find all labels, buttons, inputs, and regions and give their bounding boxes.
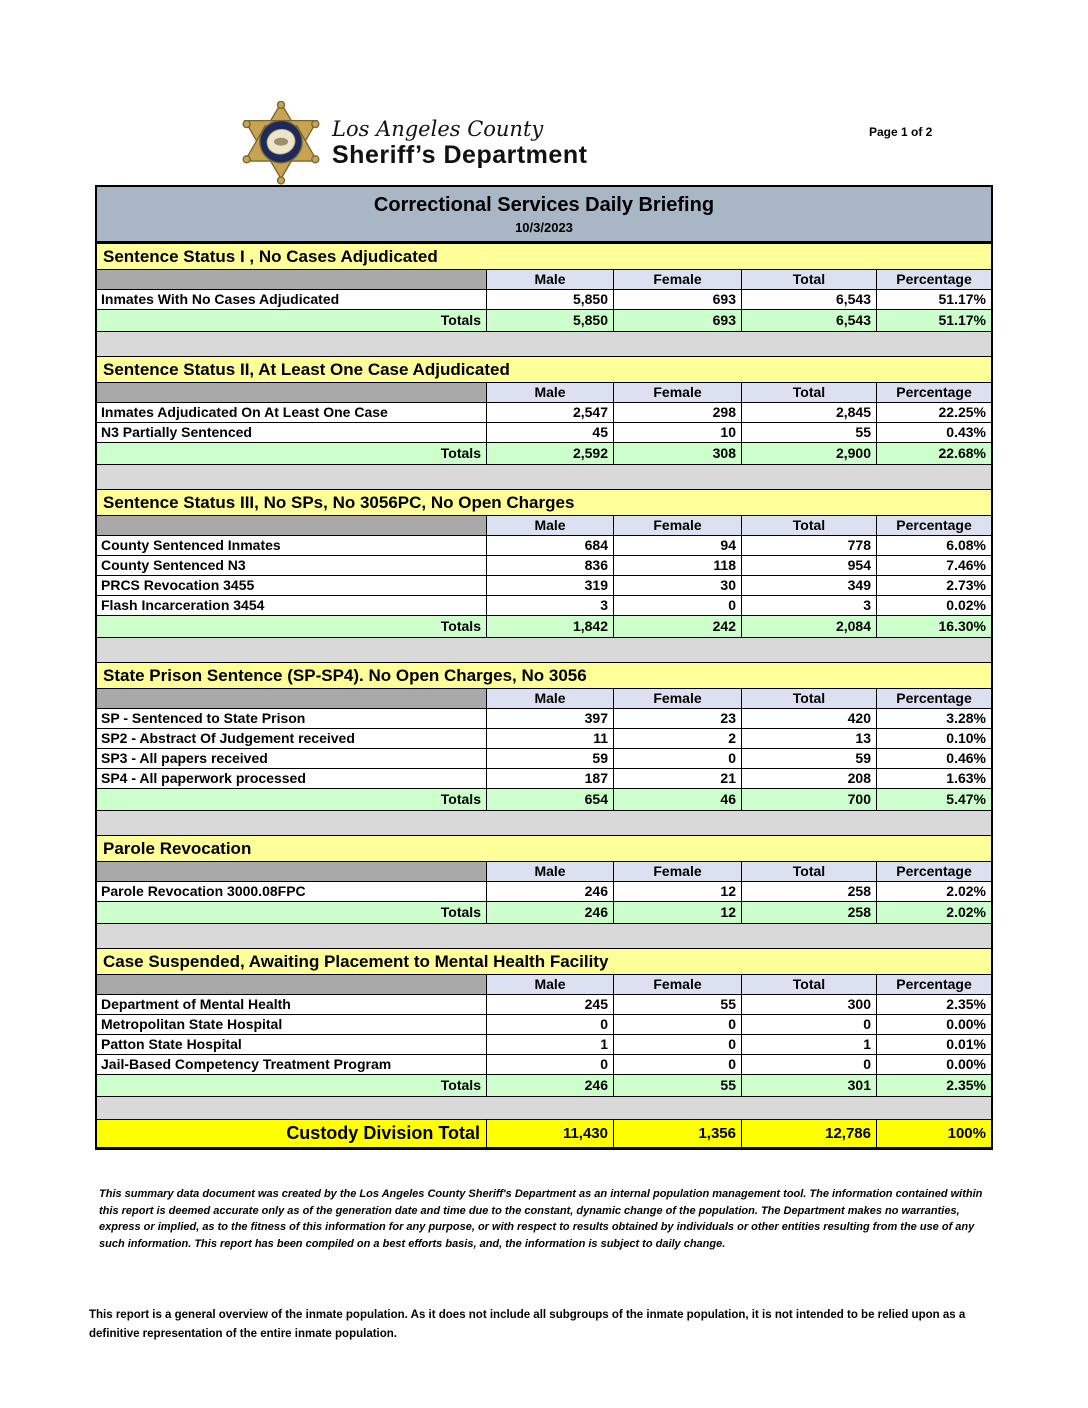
column-header-total: Total	[742, 383, 877, 403]
logo-department-text: Sheriff’s Department	[332, 141, 588, 170]
cell-total: 6,543	[742, 290, 877, 310]
column-header-total: Total	[742, 516, 877, 536]
totals-male: 246	[487, 902, 614, 924]
totals-percentage: 16.30%	[877, 616, 991, 638]
totals-row	[97, 616, 991, 638]
cell-percentage: 0.46%	[877, 749, 991, 769]
corner-cell	[97, 270, 487, 290]
cell-male: 684	[487, 536, 614, 556]
cell-percentage: 0.01%	[877, 1035, 991, 1055]
section-spacer	[97, 465, 991, 489]
column-header-male: Male	[487, 862, 614, 882]
cell-female: 0	[614, 1015, 742, 1035]
column-header-percentage: Percentage	[877, 689, 991, 709]
table-row	[97, 1015, 991, 1035]
cell-female: 55	[614, 995, 742, 1015]
grand-total-label: Custody Division Total	[97, 1120, 487, 1148]
totals-label: Totals	[97, 789, 487, 811]
totals-percentage: 51.17%	[877, 310, 991, 332]
row-label: N3 Partially Sentenced	[97, 423, 487, 443]
section-spacer	[97, 638, 991, 662]
report-section	[97, 243, 991, 356]
column-header-total: Total	[742, 270, 877, 290]
column-header-percentage: Percentage	[877, 270, 991, 290]
cell-total: 954	[742, 556, 877, 576]
cell-female: 2	[614, 729, 742, 749]
totals-male: 5,850	[487, 310, 614, 332]
cell-percentage: 2.02%	[877, 882, 991, 902]
cell-total: 2,845	[742, 403, 877, 423]
totals-total: 301	[742, 1075, 877, 1097]
custody-division-total-row	[97, 1119, 991, 1148]
column-header-row	[97, 862, 991, 882]
section-title: Sentence Status I , No Cases Adjudicated	[97, 243, 991, 270]
disclaimer-text: This summary data document was created by the Los Angeles County Sheriff's Department as an internal population management tool. The information contained within this report is deemed accurate only as of the generation date and time due to the constant, dynamic change of the population. The Department makes no warranties, express or implied, as to the fitness of this information for any purpose, or with respect to results obtained by individuals or other entities resulting from the use of any such information. This report has been compiled on a best efforts basis, and, the information is subject to daily change.	[99, 1188, 983, 1250]
totals-female: 46	[614, 789, 742, 811]
grand-total-male: 11,430	[487, 1120, 614, 1148]
table-row	[97, 403, 991, 423]
column-header-male: Male	[487, 516, 614, 536]
column-header-row	[97, 516, 991, 536]
cell-percentage: 6.08%	[877, 536, 991, 556]
row-label: Inmates With No Cases Adjudicated	[97, 290, 487, 310]
cell-percentage: 0.10%	[877, 729, 991, 749]
table-row	[97, 749, 991, 769]
cell-male: 2,547	[487, 403, 614, 423]
column-header-percentage: Percentage	[877, 862, 991, 882]
report-title: Correctional Services Daily Briefing	[373, 194, 715, 216]
table-row	[97, 596, 991, 616]
cell-total: 0	[742, 1055, 877, 1075]
totals-percentage: 2.35%	[877, 1075, 991, 1097]
column-header-total: Total	[742, 689, 877, 709]
cell-percentage: 3.28%	[877, 709, 991, 729]
table-row	[97, 1055, 991, 1075]
row-label: Patton State Hospital	[97, 1035, 487, 1055]
cell-total: 13	[742, 729, 877, 749]
totals-percentage: 5.47%	[877, 789, 991, 811]
cell-male: 836	[487, 556, 614, 576]
column-header-male: Male	[487, 383, 614, 403]
cell-male: 397	[487, 709, 614, 729]
sections-container	[97, 243, 991, 1119]
cell-male: 11	[487, 729, 614, 749]
cell-total: 778	[742, 536, 877, 556]
cell-male: 45	[487, 423, 614, 443]
column-header-row	[97, 975, 991, 995]
totals-male: 654	[487, 789, 614, 811]
totals-male: 1,842	[487, 616, 614, 638]
totals-male: 2,592	[487, 443, 614, 465]
section-spacer	[97, 924, 991, 948]
table-row	[97, 576, 991, 596]
totals-total: 2,900	[742, 443, 877, 465]
table-row	[97, 709, 991, 729]
cell-percentage: 51.17%	[877, 290, 991, 310]
cell-female: 0	[614, 1055, 742, 1075]
section-title: State Prison Sentence (SP-SP4). No Open Charges, No 3056	[97, 662, 991, 689]
column-header-male: Male	[487, 689, 614, 709]
column-header-percentage: Percentage	[877, 975, 991, 995]
table-row	[97, 1035, 991, 1055]
totals-row	[97, 310, 991, 332]
cell-percentage: 2.35%	[877, 995, 991, 1015]
totals-row	[97, 1075, 991, 1097]
row-label: Parole Revocation 3000.08FPC	[97, 882, 487, 902]
cell-percentage: 0.02%	[877, 596, 991, 616]
row-label: PRCS Revocation 3455	[97, 576, 487, 596]
totals-percentage: 2.02%	[877, 902, 991, 924]
cell-total: 420	[742, 709, 877, 729]
logo-county-text: Los Angeles County	[332, 117, 544, 141]
cell-female: 0	[614, 1035, 742, 1055]
cell-female: 94	[614, 536, 742, 556]
cell-total: 59	[742, 749, 877, 769]
report-section	[97, 948, 991, 1119]
row-label: SP3 - All papers received	[97, 749, 487, 769]
totals-label: Totals	[97, 616, 487, 638]
column-header-total: Total	[742, 975, 877, 995]
table-row	[97, 882, 991, 902]
corner-cell	[97, 383, 487, 403]
corner-cell	[97, 516, 487, 536]
row-label: Department of Mental Health	[97, 995, 487, 1015]
grand-total-female: 1,356	[614, 1120, 742, 1148]
section-spacer	[97, 811, 991, 835]
row-label: SP2 - Abstract Of Judgement received	[97, 729, 487, 749]
totals-female: 55	[614, 1075, 742, 1097]
cell-female: 21	[614, 769, 742, 789]
totals-total: 700	[742, 789, 877, 811]
totals-female: 308	[614, 443, 742, 465]
report-section	[97, 662, 991, 835]
section-spacer	[97, 1097, 991, 1119]
cell-total: 0	[742, 1015, 877, 1035]
letterhead	[332, 118, 587, 170]
column-header-row	[97, 689, 991, 709]
column-header-female: Female	[614, 862, 742, 882]
totals-total: 258	[742, 902, 877, 924]
cell-percentage: 1.63%	[877, 769, 991, 789]
column-header-row	[97, 383, 991, 403]
cell-female: 0	[614, 596, 742, 616]
cell-female: 30	[614, 576, 742, 596]
report-section	[97, 835, 991, 948]
row-label: SP - Sentenced to State Prison	[97, 709, 487, 729]
section-title: Parole Revocation	[97, 835, 991, 862]
column-header-percentage: Percentage	[877, 383, 991, 403]
column-header-male: Male	[487, 975, 614, 995]
corner-cell	[97, 862, 487, 882]
cell-male: 5,850	[487, 290, 614, 310]
row-label: Inmates Adjudicated On At Least One Case	[97, 403, 487, 423]
table-row	[97, 536, 991, 556]
row-label: Jail-Based Competency Treatment Program	[97, 1055, 487, 1075]
cell-total: 55	[742, 423, 877, 443]
cell-male: 246	[487, 882, 614, 902]
row-label: County Sentenced Inmates	[97, 536, 487, 556]
totals-label: Totals	[97, 310, 487, 332]
column-header-total: Total	[742, 862, 877, 882]
section-title: Sentence Status III, No SPs, No 3056PC, No Open Charges	[97, 489, 991, 516]
totals-row	[97, 789, 991, 811]
totals-female: 12	[614, 902, 742, 924]
cell-male: 0	[487, 1055, 614, 1075]
report-section	[97, 489, 991, 662]
cell-male: 0	[487, 1015, 614, 1035]
section-title: Case Suspended, Awaiting Placement to Mental Health Facility	[97, 948, 991, 975]
totals-label: Totals	[97, 1075, 487, 1097]
row-label: SP4 - All paperwork processed	[97, 769, 487, 789]
table-row	[97, 769, 991, 789]
column-header-percentage: Percentage	[877, 516, 991, 536]
column-header-female: Female	[614, 516, 742, 536]
cell-female: 10	[614, 423, 742, 443]
column-header-male: Male	[487, 270, 614, 290]
cell-female: 12	[614, 882, 742, 902]
cell-male: 59	[487, 749, 614, 769]
row-label: Flash Incarceration 3454	[97, 596, 487, 616]
cell-male: 3	[487, 596, 614, 616]
cell-total: 3	[742, 596, 877, 616]
report-date: 10/3/2023	[515, 220, 573, 235]
cell-total: 1	[742, 1035, 877, 1055]
cell-female: 693	[614, 290, 742, 310]
table-row	[97, 995, 991, 1015]
cell-male: 187	[487, 769, 614, 789]
column-header-row	[97, 270, 991, 290]
sheriff-badge-icon	[237, 101, 325, 193]
totals-row	[97, 902, 991, 924]
cell-percentage: 0.43%	[877, 423, 991, 443]
totals-female: 693	[614, 310, 742, 332]
section-spacer	[97, 332, 991, 356]
cell-female: 298	[614, 403, 742, 423]
totals-label: Totals	[97, 902, 487, 924]
cell-total: 258	[742, 882, 877, 902]
cell-total: 349	[742, 576, 877, 596]
cell-male: 245	[487, 995, 614, 1015]
totals-female: 242	[614, 616, 742, 638]
cell-male: 1	[487, 1035, 614, 1055]
grand-total-percentage: 100%	[877, 1120, 991, 1148]
page-number: Page 1 of 2	[869, 125, 933, 139]
column-header-female: Female	[614, 975, 742, 995]
cell-total: 208	[742, 769, 877, 789]
column-header-female: Female	[614, 383, 742, 403]
totals-row	[97, 443, 991, 465]
cell-percentage: 7.46%	[877, 556, 991, 576]
section-title: Sentence Status II, At Least One Case Adjudicated	[97, 356, 991, 383]
corner-cell	[97, 689, 487, 709]
report-section	[97, 356, 991, 489]
row-label: Metropolitan State Hospital	[97, 1015, 487, 1035]
totals-male: 246	[487, 1075, 614, 1097]
cell-female: 23	[614, 709, 742, 729]
row-label: County Sentenced N3	[97, 556, 487, 576]
totals-total: 6,543	[742, 310, 877, 332]
corner-cell	[97, 975, 487, 995]
column-header-female: Female	[614, 270, 742, 290]
report-title-bar	[97, 187, 991, 243]
totals-total: 2,084	[742, 616, 877, 638]
cell-total: 300	[742, 995, 877, 1015]
cell-percentage: 2.73%	[877, 576, 991, 596]
cell-male: 319	[487, 576, 614, 596]
cell-percentage: 22.25%	[877, 403, 991, 423]
cell-female: 0	[614, 749, 742, 769]
cell-percentage: 0.00%	[877, 1055, 991, 1075]
table-row	[97, 556, 991, 576]
column-header-female: Female	[614, 689, 742, 709]
table-row	[97, 729, 991, 749]
cell-female: 118	[614, 556, 742, 576]
table-row	[97, 290, 991, 310]
daily-briefing-table	[95, 185, 993, 1150]
table-row	[97, 423, 991, 443]
totals-percentage: 22.68%	[877, 443, 991, 465]
totals-label: Totals	[97, 443, 487, 465]
footnote-text: This report is a general overview of the inmate population. As it does not include all subgroups of the inmate population, it is not intended to be relied upon as a definitive representation of the entire inmate population.	[89, 1309, 966, 1340]
cell-percentage: 0.00%	[877, 1015, 991, 1035]
grand-total-total: 12,786	[742, 1120, 877, 1148]
